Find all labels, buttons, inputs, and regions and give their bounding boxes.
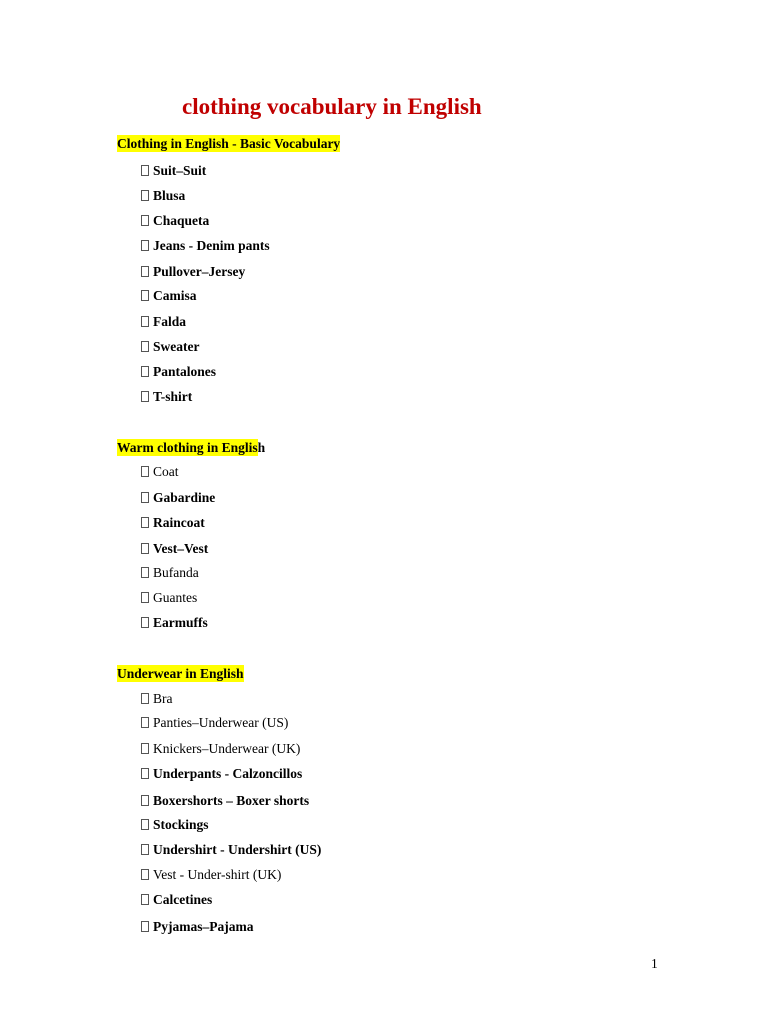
list-item: Falda xyxy=(141,313,186,331)
square-bullet-icon xyxy=(141,341,149,352)
list-item: T-shirt xyxy=(141,388,192,406)
square-bullet-icon xyxy=(141,517,149,528)
list-item: Gabardine xyxy=(141,489,215,507)
square-bullet-icon xyxy=(141,366,149,377)
square-bullet-icon xyxy=(141,743,149,754)
list-item: Guantes xyxy=(141,589,197,607)
list-item: Calcetines xyxy=(141,891,212,909)
square-bullet-icon xyxy=(141,592,149,603)
square-bullet-icon xyxy=(141,768,149,779)
section-heading-warm-clothing xyxy=(117,439,265,457)
section-heading-underwear xyxy=(117,665,244,683)
square-bullet-icon xyxy=(141,391,149,402)
square-bullet-icon xyxy=(141,266,149,277)
square-bullet-icon xyxy=(141,921,149,932)
square-bullet-icon xyxy=(141,316,149,327)
list-item: Undershirt - Undershirt (US) xyxy=(141,841,321,859)
list-item: Sweater xyxy=(141,338,199,356)
list-item: Camisa xyxy=(141,287,197,305)
square-bullet-icon xyxy=(141,717,149,728)
square-bullet-icon xyxy=(141,492,149,503)
square-bullet-icon xyxy=(141,894,149,905)
square-bullet-icon xyxy=(141,844,149,855)
list-item: Blusa xyxy=(141,187,185,205)
square-bullet-icon xyxy=(141,190,149,201)
square-bullet-icon xyxy=(141,819,149,830)
square-bullet-icon xyxy=(141,869,149,880)
list-item: Earmuffs xyxy=(141,614,208,632)
list-item: Pullover–Jersey xyxy=(141,263,245,281)
square-bullet-icon xyxy=(141,617,149,628)
list-item: Panties–Underwear (US) xyxy=(141,714,288,732)
list-item: Vest - Under-shirt (UK) xyxy=(141,866,281,884)
square-bullet-icon xyxy=(141,466,149,477)
square-bullet-icon xyxy=(141,215,149,226)
list-item: Jeans - Denim pants xyxy=(141,237,270,255)
list-item: Coat xyxy=(141,463,179,481)
section-heading-rest: h xyxy=(257,440,266,455)
list-item: Stockings xyxy=(141,816,209,834)
section-heading-highlight: Underwear in English xyxy=(117,666,244,681)
square-bullet-icon xyxy=(141,567,149,578)
square-bullet-icon xyxy=(141,795,149,806)
square-bullet-icon xyxy=(141,240,149,251)
list-item: Bufanda xyxy=(141,564,199,582)
list-item: Vest–Vest xyxy=(141,540,208,558)
section-heading-basic-vocabulary xyxy=(117,135,340,153)
list-item: Bra xyxy=(141,690,173,708)
list-item: Raincoat xyxy=(141,514,205,532)
list-item: Knickers–Underwear (UK) xyxy=(141,740,300,758)
section-heading-highlight: Clothing in English - Basic Vocabulary xyxy=(117,136,341,151)
page-title: clothing vocabulary in English xyxy=(182,94,482,119)
list-item: Chaqueta xyxy=(141,212,209,230)
list-item: Boxershorts – Boxer shorts xyxy=(141,792,309,810)
list-item: Pantalones xyxy=(141,363,216,381)
list-item: Pyjamas–Pajama xyxy=(141,918,253,936)
square-bullet-icon xyxy=(141,693,149,704)
page-number: 1 xyxy=(651,956,658,971)
square-bullet-icon xyxy=(141,290,149,301)
list-item: Suit–Suit xyxy=(141,162,206,180)
section-heading-highlight: Warm clothing in Englis xyxy=(117,440,258,455)
square-bullet-icon xyxy=(141,165,149,176)
list-item: Underpants - Calzoncillos xyxy=(141,765,302,783)
square-bullet-icon xyxy=(141,543,149,554)
